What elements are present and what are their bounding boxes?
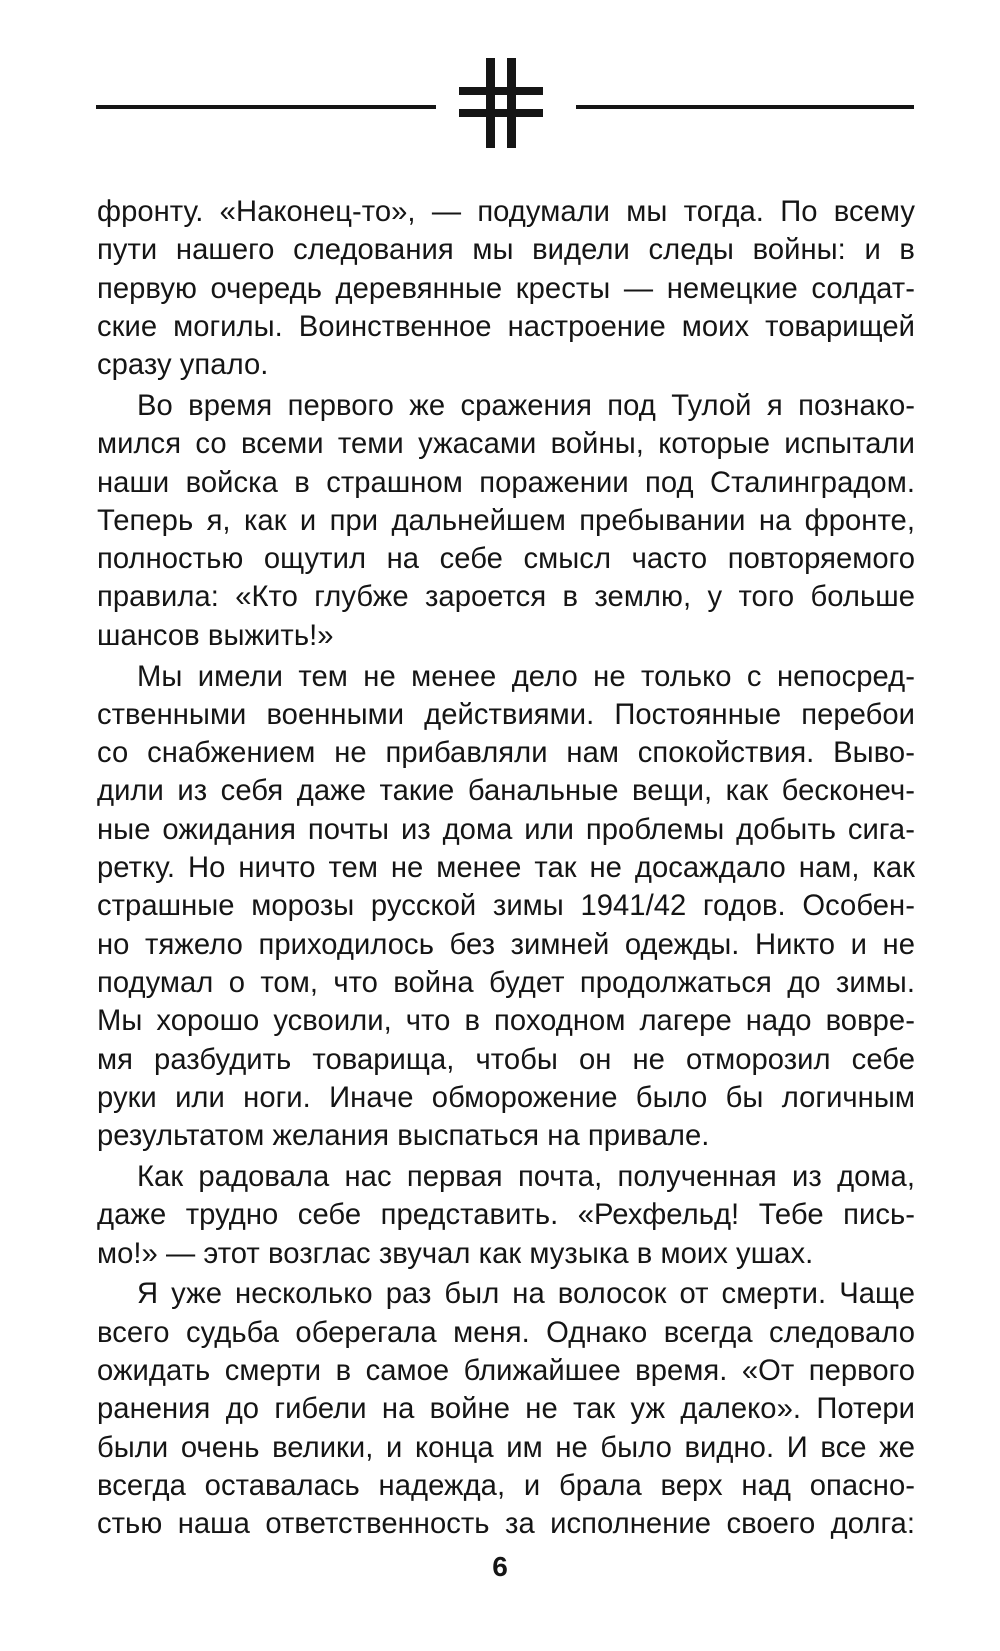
text-line: Мы имели тем не менее дело не только с непосред- — [137, 660, 915, 693]
text-line: мо!» — этот возглас звучал как музыка в моих ушах. — [97, 1237, 814, 1270]
text-line: сразу упало. — [97, 349, 269, 382]
text-line: ственными военными действиями. Постоянные перебои — [97, 698, 915, 731]
paragraph — [97, 1275, 915, 1543]
text-line: ские могилы. Воинственное настроение моих товарищей — [97, 310, 915, 343]
text-line: всегда оставалась надежда, и брала верх над опасно- — [97, 1469, 915, 1502]
text-line: первую очередь деревянные кресты — немецкие солдат- — [97, 272, 915, 305]
text-line: наши войска в страшном поражении под Сталинградом. — [97, 466, 915, 499]
text-line: фронту. «Наконец-то», — подумали мы тогда. По всему — [97, 196, 915, 228]
text-line: пути нашего следования мы видели следы войны: и в — [97, 234, 915, 267]
text-line: шансов выжить!» — [97, 619, 334, 652]
text-line: но тяжело приходилось без зимней одежды. Никто и не — [97, 928, 915, 961]
text-line: ные ожидания почты из дома или проблемы добыть сига- — [97, 813, 915, 846]
paragraph — [97, 193, 915, 384]
header-rule-left — [96, 105, 436, 109]
text-line: страшные морозы русской зимы 1941/42 годов. Особен- — [97, 890, 915, 923]
text-line: полностью ощутил на себе смысл часто повторяемого — [97, 543, 915, 576]
text-line: ретку. Но ничто тем не менее так не досаждало нам, как — [97, 852, 915, 885]
text-line: со снабжением не прибавляли нам спокойствия. Выво- — [97, 737, 915, 770]
body-text — [97, 193, 915, 1546]
text-line: подумал о том, что война будет продолжаться до зимы. — [97, 966, 915, 999]
text-line: даже трудно себе представить. «Рехфельд! Тебе пись- — [97, 1199, 915, 1232]
text-line: руки или ноги. Иначе обморожение было бы логичным — [97, 1081, 915, 1114]
iron-cross-icon — [459, 58, 543, 148]
text-line: Мы хорошо усвоили, что в походном лагере надо вовре- — [97, 1005, 915, 1038]
text-line: дили из себя даже такие банальные вещи, как бесконеч- — [97, 775, 915, 808]
page-header — [0, 58, 1000, 148]
text-line: результатом желания выспаться на привале. — [97, 1120, 710, 1153]
paragraph — [97, 1158, 915, 1273]
text-line: были очень велики, и конца им не было видно. И все же — [97, 1431, 915, 1464]
header-rule-right — [576, 105, 914, 109]
text-line: ожидать смерти в самое ближайшее время. «От первого — [97, 1354, 915, 1387]
text-line: всего судьба оберегала меня. Однако всегда следовало — [97, 1316, 915, 1349]
text-line: Я уже несколько раз был на волосок от смерти. Чаще — [137, 1278, 915, 1311]
text-line: Как радовала нас первая почта, полученная из дома, — [137, 1160, 915, 1193]
paragraph — [97, 387, 915, 655]
text-line: Теперь я, как и при дальнейшем пребывании на фронте, — [97, 504, 915, 537]
page-number: 6 — [492, 1551, 508, 1582]
text-line: Во время первого же сражения под Тулой я познако- — [137, 389, 915, 422]
text-line: правила: «Кто глубже зароется в землю, у того больше — [97, 581, 915, 614]
text-line: мился со всеми теми ужасами войны, которые испытали — [97, 428, 915, 461]
paragraph — [97, 658, 915, 1156]
text-line: мя разбудить товарища, чтобы он не отморозил себе — [97, 1043, 915, 1076]
text-line: ранения до гибели на войне не так уж далеко». Потери — [97, 1393, 915, 1426]
text-line: стью наша ответственность за исполнение своего долга: — [97, 1508, 915, 1541]
